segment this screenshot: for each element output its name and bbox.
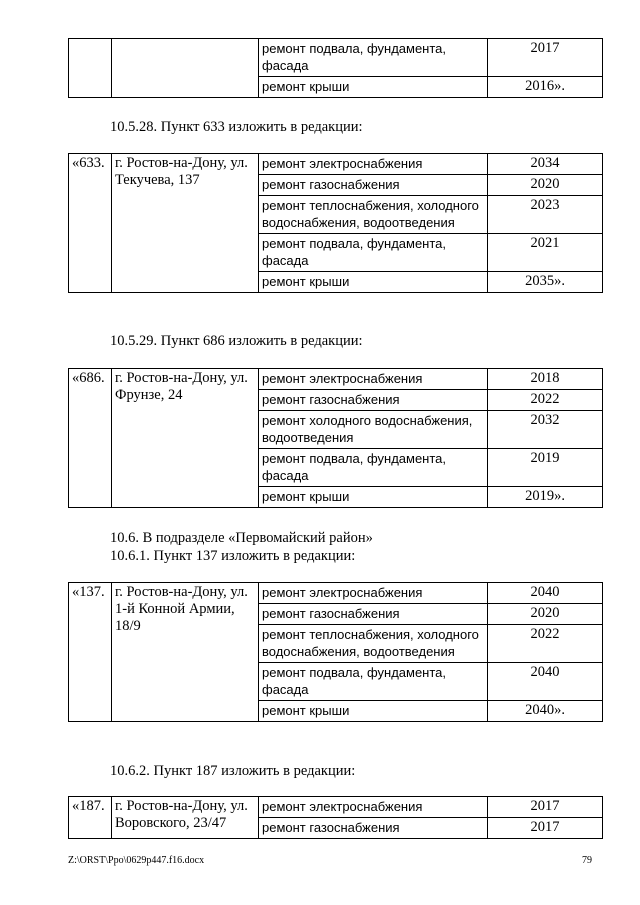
work-cell: ремонт холодного водоснабжения, водоотведения bbox=[259, 411, 488, 449]
table-row bbox=[69, 583, 603, 604]
table-row bbox=[69, 369, 603, 390]
year-cell: 2022 bbox=[488, 390, 603, 411]
table-row bbox=[69, 39, 603, 77]
work-cell: ремонт газоснабжения bbox=[259, 604, 488, 625]
paragraph-item-10-6: 10.6. В подразделе «Первомайский район» bbox=[110, 530, 373, 546]
year-cell: 2040». bbox=[488, 701, 603, 722]
work-cell: ремонт подвала, фундамента, фасада bbox=[259, 39, 488, 77]
work-cell: ремонт крыши bbox=[259, 701, 488, 722]
table-item-137 bbox=[68, 582, 598, 722]
year-cell: 2017 bbox=[488, 39, 603, 77]
year-cell: 2034 bbox=[488, 154, 603, 175]
table-row bbox=[69, 154, 603, 175]
year-cell: 2035». bbox=[488, 272, 603, 293]
item-number-cell: «187. bbox=[69, 797, 112, 839]
work-cell: ремонт теплоснабжения, холодного водоснабжения, водоотведения bbox=[259, 625, 488, 663]
work-cell: ремонт подвала, фундамента, фасада bbox=[259, 234, 488, 272]
footer-file-path: Z:\ORST\Ppo\0629p447.f16.docx bbox=[68, 855, 205, 866]
year-cell: 2023 bbox=[488, 196, 603, 234]
year-cell: 2016». bbox=[488, 77, 603, 98]
work-cell: ремонт электроснабжения bbox=[259, 583, 488, 604]
table-item-633 bbox=[68, 153, 598, 293]
work-cell: ремонт электроснабжения bbox=[259, 369, 488, 390]
item-number-cell: «633. bbox=[69, 154, 112, 293]
address-cell: г. Ростов-на-Дону, ул. Фрунзе, 24 bbox=[112, 369, 259, 508]
work-cell: ремонт электроснабжения bbox=[259, 797, 488, 818]
address-cell: г. Ростов-на-Дону, ул. Воровского, 23/47 bbox=[112, 797, 259, 839]
year-cell: 2021 bbox=[488, 234, 603, 272]
paragraph-item-10-5-29: 10.5.29. Пункт 686 изложить в редакции: bbox=[110, 333, 363, 349]
work-cell: ремонт подвала, фундамента, фасада bbox=[259, 449, 488, 487]
year-cell: 2040 bbox=[488, 583, 603, 604]
year-cell: 2040 bbox=[488, 663, 603, 701]
paragraph-item-10-5-28: 10.5.28. Пункт 633 изложить в редакции: bbox=[110, 119, 363, 135]
table-row bbox=[69, 797, 603, 818]
year-cell: 2018 bbox=[488, 369, 603, 390]
work-cell: ремонт крыши bbox=[259, 272, 488, 293]
table-continuation bbox=[68, 38, 598, 98]
year-cell: 2022 bbox=[488, 625, 603, 663]
work-cell: ремонт подвала, фундамента, фасада bbox=[259, 663, 488, 701]
paragraph-item-10-6-1: 10.6.1. Пункт 137 изложить в редакции: bbox=[110, 548, 356, 564]
work-cell: ремонт газоснабжения bbox=[259, 175, 488, 196]
item-number-cell: «686. bbox=[69, 369, 112, 508]
address-cell: г. Ростов-на-Дону, ул. 1-й Конной Армии, 18/9 bbox=[112, 583, 259, 722]
item-number-cell: «137. bbox=[69, 583, 112, 722]
year-cell: 2020 bbox=[488, 175, 603, 196]
work-cell: ремонт крыши bbox=[259, 487, 488, 508]
year-cell: 2017 bbox=[488, 797, 603, 818]
table-item-187 bbox=[68, 796, 598, 839]
footer-page-number: 79 bbox=[582, 855, 592, 866]
item-number-cell bbox=[69, 39, 112, 98]
work-cell: ремонт электроснабжения bbox=[259, 154, 488, 175]
year-cell: 2019 bbox=[488, 449, 603, 487]
table-item-686 bbox=[68, 368, 598, 508]
year-cell: 2017 bbox=[488, 818, 603, 839]
work-cell: ремонт теплоснабжения, холодного водоснабжения, водоотведения bbox=[259, 196, 488, 234]
year-cell: 2020 bbox=[488, 604, 603, 625]
work-cell: ремонт газоснабжения bbox=[259, 818, 488, 839]
work-cell: ремонт газоснабжения bbox=[259, 390, 488, 411]
work-cell: ремонт крыши bbox=[259, 77, 488, 98]
year-cell: 2019». bbox=[488, 487, 603, 508]
address-cell bbox=[112, 39, 259, 98]
address-cell: г. Ростов-на-Дону, ул. Текучева, 137 bbox=[112, 154, 259, 293]
paragraph-item-10-6-2: 10.6.2. Пункт 187 изложить в редакции: bbox=[110, 763, 356, 779]
year-cell: 2032 bbox=[488, 411, 603, 449]
